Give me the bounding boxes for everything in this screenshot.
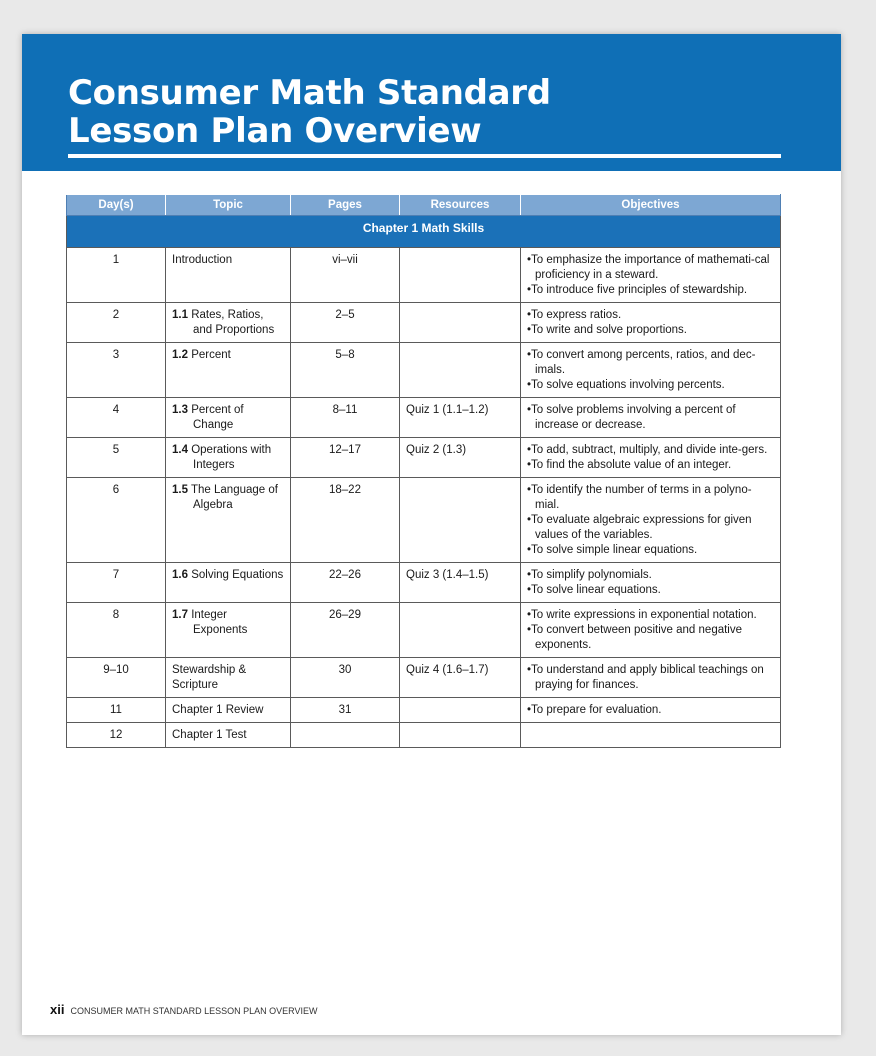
objective-item: • To write and solve proportions. [527,323,774,338]
cell-pages: 18–22 [291,478,400,563]
cell-topic [166,343,291,398]
cell-days: 7 [67,563,166,603]
cell-pages: 22–26 [291,563,400,603]
column-header-resources: Resources [400,195,521,216]
title-banner [22,34,841,171]
cell-pages: vi–vii [291,248,400,303]
lesson-title: Solving Equations [191,569,284,581]
cell-days: 4 [67,398,166,438]
objective-item: • To solve problems involving a percent of increase or decrease. [527,403,774,433]
cell-pages: 5–8 [291,343,400,398]
table-header-row [67,195,781,216]
column-header-topic: Topic [166,195,291,216]
page-footer [50,1002,318,1017]
objective-item: • To convert among percents, ratios, and dec-imals. [527,348,774,378]
cell-topic [166,478,291,563]
objective-item: • To introduce five principles of stewardship. [527,283,774,298]
cell-objectives [521,248,781,303]
lesson-number: 1.5 [172,484,188,496]
cell-resources: Quiz 3 (1.4–1.5) [400,563,521,603]
topic-label: Introduction [172,254,233,266]
cell-objectives [521,698,781,723]
cell-resources [400,303,521,343]
cell-resources: Quiz 4 (1.6–1.7) [400,658,521,698]
topic-label [172,308,284,338]
topic-label [172,403,284,433]
topic-label: Chapter 1 Test [172,729,247,741]
objective-item: • To express ratios. [527,308,774,323]
cell-days: 12 [67,723,166,748]
cell-pages [291,723,400,748]
lesson-title: Operations with Integers [191,444,272,471]
column-header-objectives: Objectives [521,195,781,216]
cell-days: 2 [67,303,166,343]
cell-pages: 8–11 [291,398,400,438]
table-body [67,216,781,748]
cell-topic [166,698,291,723]
document-page [22,34,841,1035]
objective-item: • To solve linear equations. [527,583,774,598]
objective-item: • To convert between positive and negative exponents. [527,623,774,653]
lesson-number: 1.7 [172,609,188,621]
table-row [67,248,781,303]
table-row [67,658,781,698]
lesson-plan-table [66,194,781,748]
lesson-title: Percent of Change [191,404,244,431]
page-number: xii [50,1002,65,1017]
objective-item: • To emphasize the importance of mathemati-cal proficiency in a steward. [527,253,774,283]
lesson-number: 1.6 [172,569,188,581]
page-title-line-1: Consumer Math Standard [68,73,551,113]
cell-objectives [521,398,781,438]
table-row [67,563,781,603]
objective-item: • To write expressions in exponential notation. [527,608,774,623]
cell-topic [166,603,291,658]
cell-pages: 30 [291,658,400,698]
cell-topic [166,303,291,343]
chapter-heading-row [67,216,781,248]
objective-item: • To solve equations involving percents. [527,378,774,393]
table-row [67,698,781,723]
cell-topic [166,248,291,303]
objective-item: • To solve simple linear equations. [527,543,774,558]
cell-days: 1 [67,248,166,303]
cell-pages: 26–29 [291,603,400,658]
running-title: CONSUMER MATH STANDARD LESSON PLAN OVERVIEW [70,1006,318,1016]
cell-resources [400,248,521,303]
table-row [67,603,781,658]
topic-label [172,348,284,363]
objective-item: • To prepare for evaluation. [527,703,774,718]
lesson-number: 1.1 [172,309,188,321]
topic-label: Stewardship & Scripture [172,664,247,691]
cell-days: 11 [67,698,166,723]
lesson-title: Rates, Ratios, and Proportions [191,309,275,336]
topic-label [172,608,284,638]
cell-topic [166,658,291,698]
lesson-number: 1.3 [172,404,188,416]
cell-topic [166,398,291,438]
lesson-number: 1.4 [172,444,188,456]
cell-days: 8 [67,603,166,658]
cell-pages: 31 [291,698,400,723]
cell-resources [400,723,521,748]
chapter-heading: Chapter 1 Math Skills [67,216,781,248]
objective-item: • To add, subtract, multiply, and divide inte-gers. [527,443,774,458]
cell-days: 6 [67,478,166,563]
cell-days: 3 [67,343,166,398]
cell-pages: 2–5 [291,303,400,343]
objective-item: • To understand and apply biblical teachings on praying for finances. [527,663,774,693]
page-title-line-2: Lesson Plan Overview [68,111,482,151]
table-row [67,723,781,748]
topic-label [172,483,284,513]
cell-topic [166,563,291,603]
lesson-title: The Language of Algebra [191,484,278,511]
topic-label: Chapter 1 Review [172,704,264,716]
cell-objectives [521,603,781,658]
cell-objectives [521,303,781,343]
table-row [67,398,781,438]
cell-objectives [521,723,781,748]
title-underline [68,154,781,158]
table-row [67,438,781,478]
cell-resources [400,343,521,398]
cell-objectives [521,478,781,563]
cell-objectives [521,658,781,698]
column-header-days: Day(s) [67,195,166,216]
page-title [68,74,551,150]
topic-label [172,568,284,583]
objective-item: • To evaluate algebraic expressions for given values of the variables. [527,513,774,543]
cell-resources [400,698,521,723]
cell-resources [400,478,521,563]
column-header-pages: Pages [291,195,400,216]
lesson-title: Integer Exponents [191,609,248,636]
cell-days: 9–10 [67,658,166,698]
objective-item: • To simplify polynomials. [527,568,774,583]
cell-objectives [521,438,781,478]
cell-topic [166,723,291,748]
cell-topic [166,438,291,478]
cell-days: 5 [67,438,166,478]
topic-label [172,443,284,473]
objective-item: • To find the absolute value of an integer. [527,458,774,473]
cell-pages: 12–17 [291,438,400,478]
cell-resources [400,603,521,658]
cell-objectives [521,563,781,603]
objective-item: • To identify the number of terms in a polyno-mial. [527,483,774,513]
lesson-number: 1.2 [172,349,188,361]
lesson-title: Percent [191,349,231,361]
table-row [67,478,781,563]
table-row [67,343,781,398]
cell-resources: Quiz 2 (1.3) [400,438,521,478]
cell-resources: Quiz 1 (1.1–1.2) [400,398,521,438]
table-row [67,303,781,343]
cell-objectives [521,343,781,398]
